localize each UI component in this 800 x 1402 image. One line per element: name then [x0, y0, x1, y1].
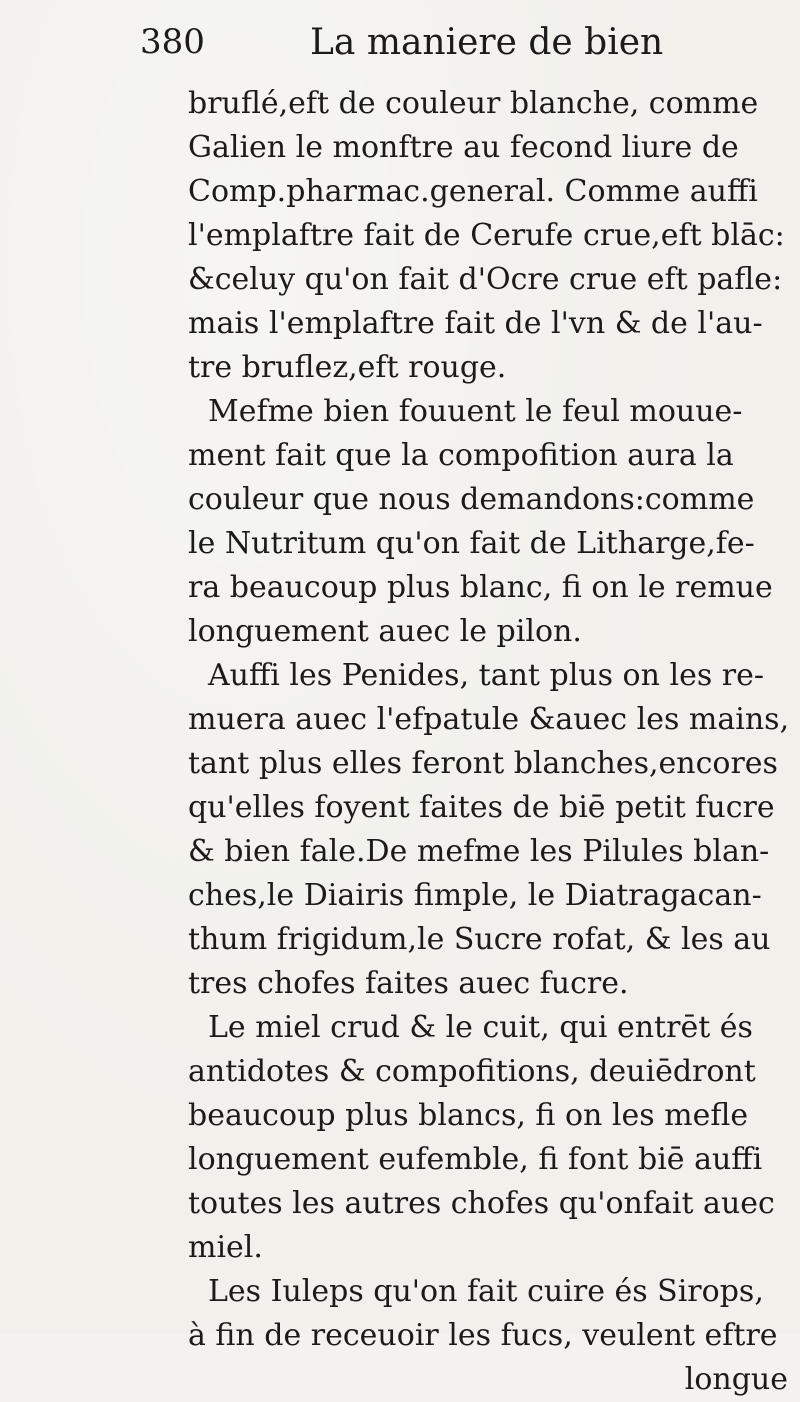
text-line: le Nutritum qu'on fait de Litharge,fe- — [188, 526, 755, 561]
text-line: bruflé,eft de couleur blanche, comme — [188, 86, 759, 121]
text-line: ment fait que la compofition aura la — [188, 438, 734, 473]
text-line: & bien fale.De mefme les Pilules blan- — [188, 834, 770, 869]
text-line: tant plus elles feront blanches,encores — [188, 746, 778, 781]
text-line: miel. — [188, 1230, 263, 1265]
paragraph-start-line: Le miel crud & le cuit, qui entrēt és — [208, 1010, 753, 1045]
text-line: Galien le monftre au fecond liure de — [188, 130, 739, 165]
running-head: La maniere de bien — [310, 22, 664, 63]
text-line: mais l'emplaftre fait de l'vn & de l'au- — [188, 306, 763, 341]
text-line: qu'elles foyent faites de biē petit fucre — [188, 790, 775, 825]
text-line: à fin de receuoir les fucs, veulent eftre — [188, 1318, 778, 1353]
text-line: Comp.pharmac.general. Comme auffi — [188, 174, 758, 209]
text-line: beaucoup plus blancs, fi on les mefle — [188, 1098, 749, 1133]
text-line: &celuy qu'on fait d'Ocre crue eft pafle: — [188, 262, 783, 297]
text-line: ches,le Diairis fimple, le Diatragacan- — [188, 878, 762, 913]
text-line: ra beaucoup plus blanc, fi on le remue — [188, 570, 773, 605]
text-line: l'emplaftre fait de Cerufe crue,eft blāc: — [188, 218, 785, 253]
page-number: 380 — [140, 22, 205, 62]
page-header — [140, 22, 700, 78]
paragraph-start-line: Auffi les Penides, tant plus on les re- — [208, 658, 764, 693]
text-line: tres chofes faites auec fucre. — [188, 966, 629, 1001]
text-line: muera auec l'efpatule &auec les mains, — [188, 702, 790, 737]
text-line: couleur que nous demandons:comme — [188, 482, 755, 517]
paragraph-start-line: Les Iuleps qu'on fait cuire és Sirops, — [208, 1274, 764, 1309]
text-line: longuement eufemble, fi font biē auffi — [188, 1142, 763, 1177]
text-line: tre bruflez,eft rouge. — [188, 350, 507, 385]
text-line: antidotes & compofitions, deuiēdront — [188, 1054, 756, 1089]
text-line: longuement auec le pilon. — [188, 614, 582, 649]
text-line: thum frigidum,le Sucre rofat, & les au — [188, 922, 771, 957]
paragraph-start-line: Mefme bien fouuent le feul mouue- — [208, 394, 743, 429]
text-line: toutes les autres chofes qu'onfait auec — [188, 1186, 775, 1221]
catchword: longue — [684, 1362, 788, 1397]
